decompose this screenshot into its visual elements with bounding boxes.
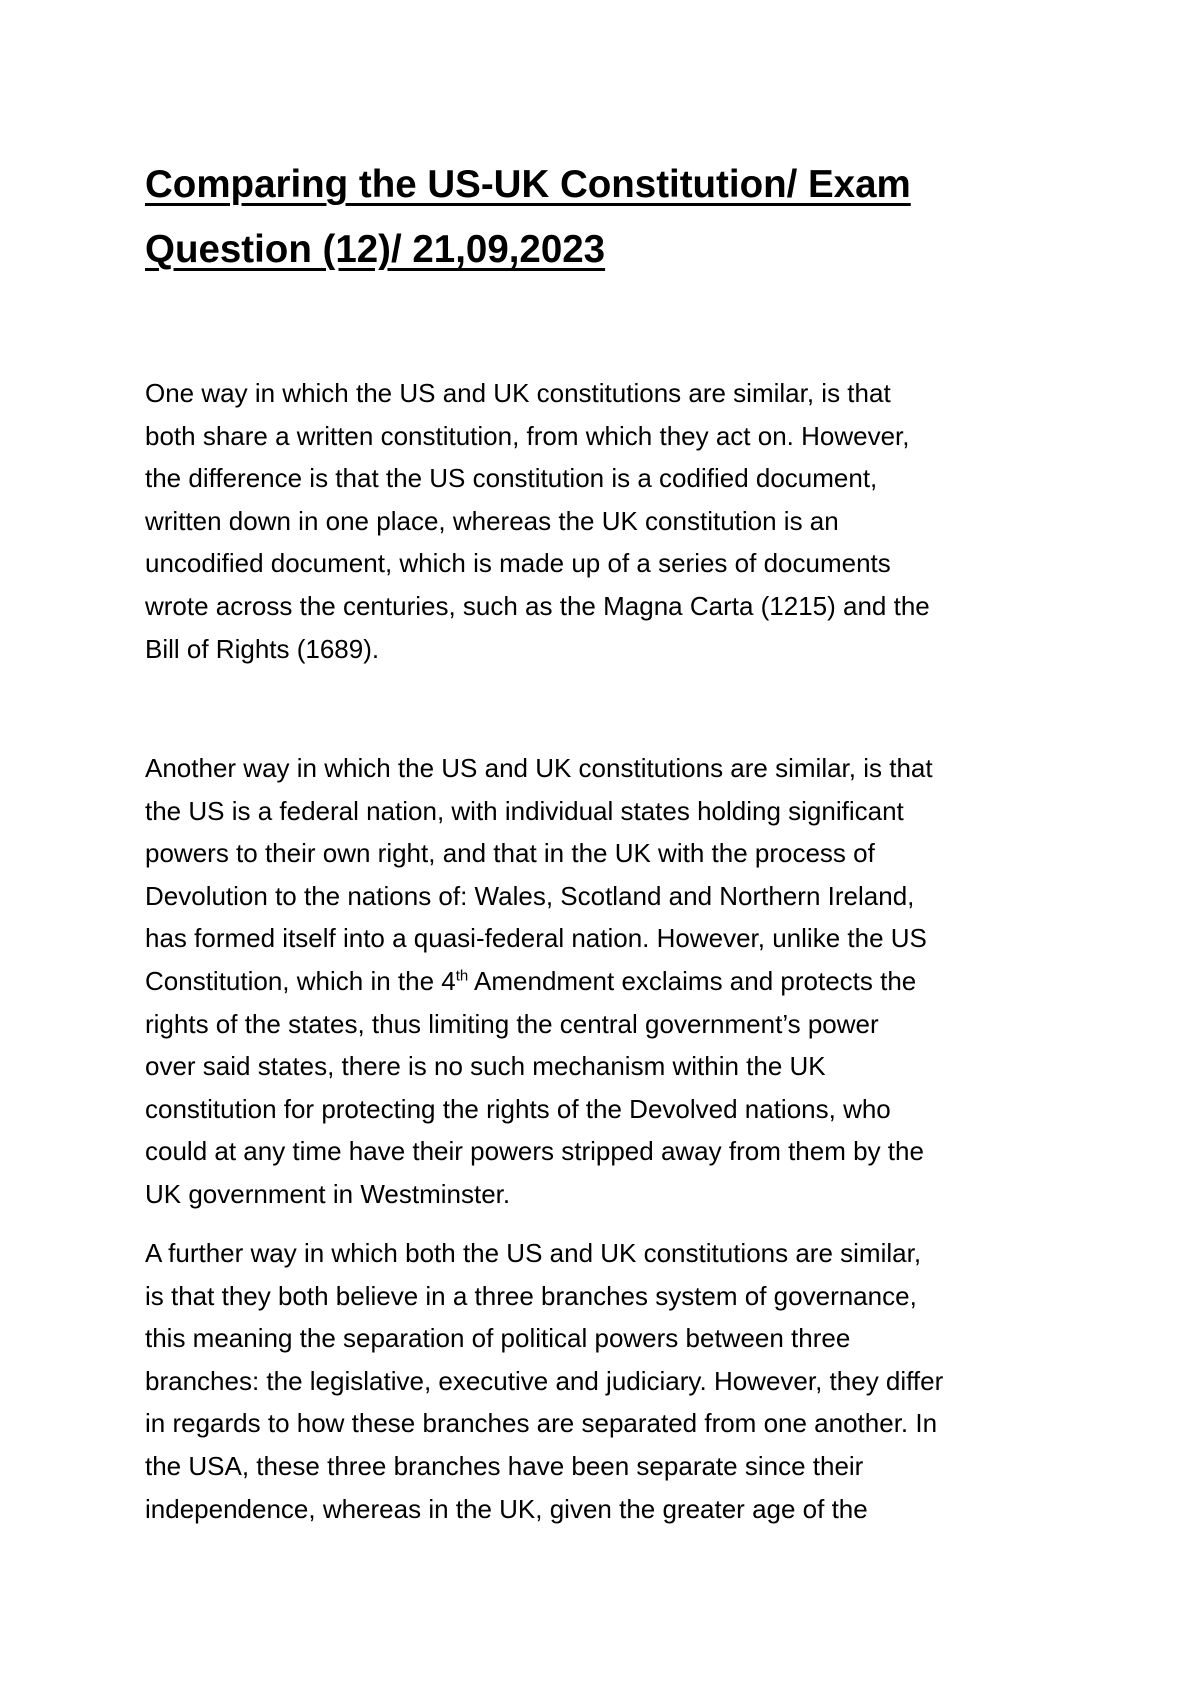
paragraph-line: Bill of Rights (1689). xyxy=(145,633,380,664)
paragraph-line: branches: the legislative, executive and judiciary. However, they differ xyxy=(145,1365,944,1396)
paragraph-line: powers to their own right, and that in the UK with the process of xyxy=(145,838,875,869)
paragraph-line: both share a written constitution, from which they act on. However, xyxy=(145,420,910,451)
paragraph-line: independence, whereas in the UK, given the greater age of the xyxy=(145,1493,868,1524)
paragraph-line: over said states, there is no such mechanism within the UK xyxy=(145,1051,826,1082)
paragraph-line: UK government in Westminster. xyxy=(145,1178,511,1209)
paragraph-line: has formed itself into a quasi-federal nation. However, unlike the US xyxy=(145,923,927,954)
paragraph-written-constitution xyxy=(145,372,930,670)
ordinal-superscript: th xyxy=(455,967,469,985)
title-line: Question (12)/ 21,09,2023 xyxy=(145,228,606,271)
paragraph-line: Devolution to the nations of: Wales, Scotland and Northern Ireland, xyxy=(145,880,915,911)
paragraph-line: rights of the states, thus limiting the central government’s power xyxy=(145,1008,879,1039)
paragraph-line: A further way in which both the US and UK constitutions are similar, xyxy=(145,1238,922,1268)
paragraph-line: uncodified document, which is made up of a series of documents xyxy=(145,548,891,579)
paragraph-line: One way in which the US and UK constitutions are similar, is that xyxy=(145,378,891,408)
paragraph-line: the difference is that the US constitution is a codified document, xyxy=(145,463,878,494)
paragraph-line: is that they both believe in a three branches system of governance, xyxy=(145,1280,917,1311)
paragraph-line: in regards to how these branches are separated from one another. In xyxy=(145,1408,938,1439)
paragraph-line: the USA, these three branches have been separate since their xyxy=(145,1450,864,1481)
paragraph-line: this meaning the separation of political powers between three xyxy=(145,1323,851,1354)
paragraph-line: written down in one place, whereas the UK constitution is an xyxy=(145,505,839,536)
paragraph-line: the US is a federal nation, with individual states holding significant xyxy=(145,795,904,826)
paragraph-separation-of-powers xyxy=(145,1232,943,1530)
line-text-after: Amendment exclaims and protects the xyxy=(468,965,917,996)
paragraph-line: Another way in which the US and UK constitutions are similar, is that xyxy=(145,753,933,783)
document-title xyxy=(145,152,1065,282)
paragraph-line: could at any time have their powers stripped away from them by the xyxy=(145,1136,924,1167)
paragraph-line: constitution for protecting the rights of the Devolved nations, who xyxy=(145,1093,891,1124)
title-line: Comparing the US-UK Constitution/ Exam xyxy=(145,163,911,206)
line-text-before: Constitution, which in the 4 xyxy=(145,965,456,996)
paragraph-federalism xyxy=(145,747,933,1216)
paragraph-line: wrote across the centuries, such as the Magna Carta (1215) and the xyxy=(145,590,930,621)
paragraph-line-with-superscript xyxy=(145,960,933,1003)
